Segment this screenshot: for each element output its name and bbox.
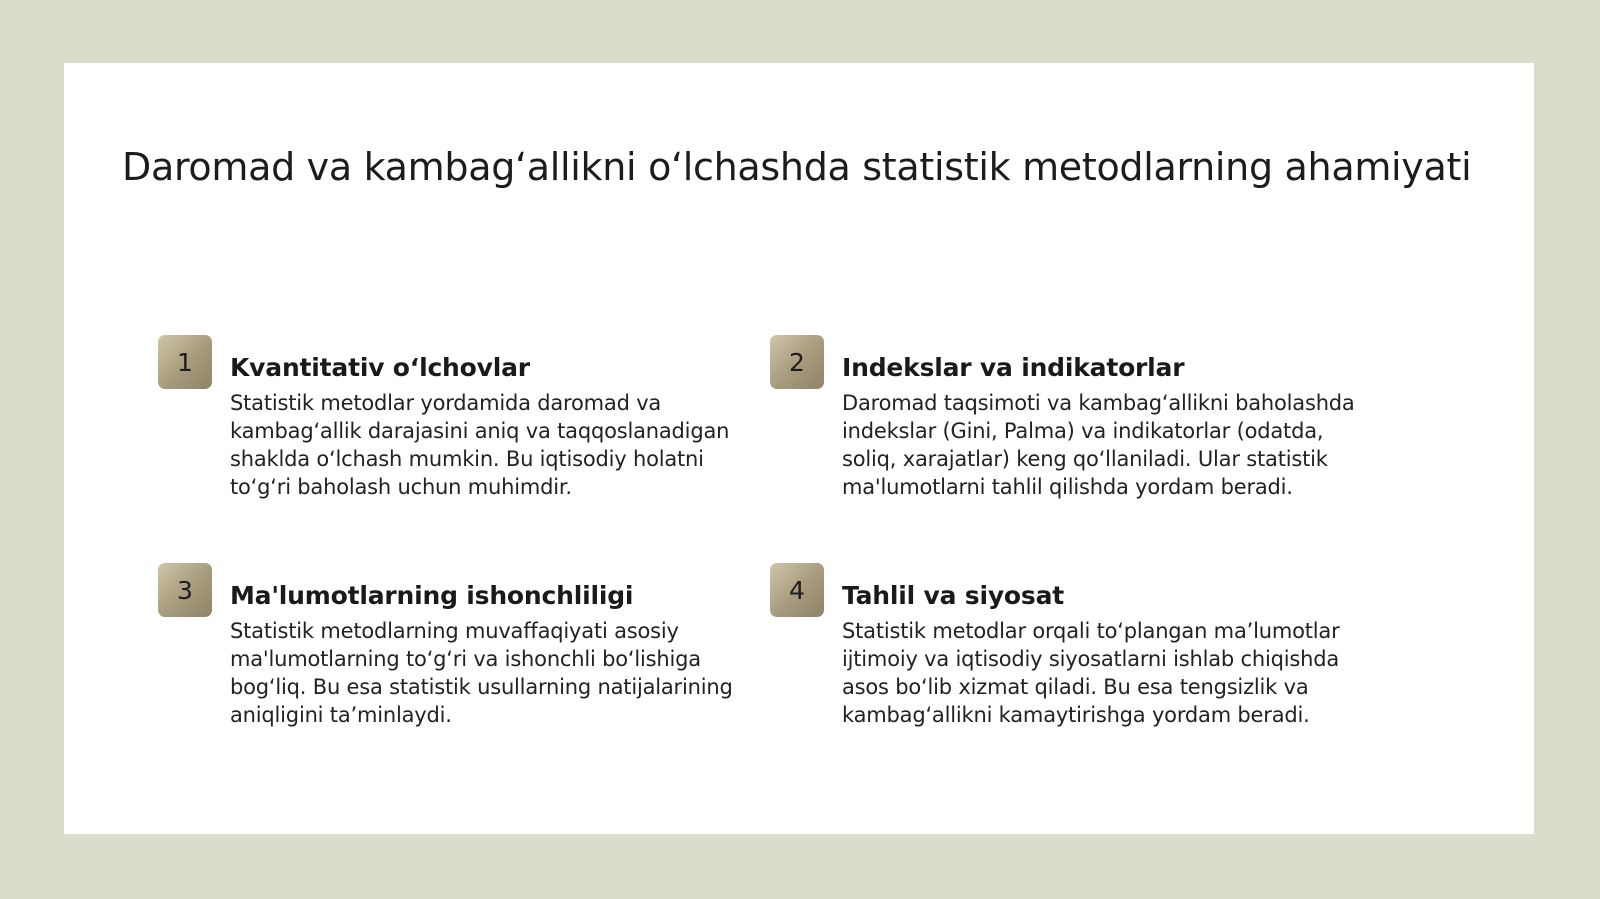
number-badge: 2	[770, 335, 824, 389]
item-heading: Kvantitativ o‘lchovlar	[230, 353, 530, 382]
item-description: Statistik metodlar yordamida daromad va kambag‘allik darajasini aniq va taqqoslanadigan shaklda o‘lchash mumkin. Bu iqtisodiy holatni to‘g‘ri baholash uchun muhimdir.	[230, 391, 730, 499]
item-heading: Tahlil va siyosat	[842, 581, 1065, 610]
item-heading: Ma'lumotlarning ishonchliligi	[230, 581, 634, 610]
item-heading: Indekslar va indikatorlar	[842, 353, 1185, 382]
number-badge: 3	[158, 563, 212, 617]
item-description: Statistik metodlar orqali to‘plangan ma’lumotlar ijtimoiy va iqtisodiy siyosatlarni ishlab chiqishda asos bo‘lib xizmat qiladi. Bu esa tengsizlik va kambag‘allikni kamaytirishga yordam beradi.	[842, 619, 1340, 727]
item-description: Daromad taqsimoti va kambag‘allikni baholashda indekslar (Gini, Palma) va indikatorlar (odatda, soliq, xarajatlar) keng qo‘llaniladi. Ular statistik ma'lumotlarni tahlil qilishda yordam beradi.	[842, 391, 1355, 499]
item-description: Statistik metodlarning muvaffaqiyati asosiy ma'lumotlarning to‘g‘ri va ishonchli bo‘lishiga bog‘liq. Bu esa statistik usullarning natijalarining aniqligini ta’minlaydi.	[230, 619, 733, 727]
number-badge: 1	[158, 335, 212, 389]
slide	[64, 63, 1534, 834]
number-badge: 4	[770, 563, 824, 617]
slide-title: Daromad va kambag‘allikni o‘lchashda statistik metodlarning ahamiyati	[122, 145, 1472, 189]
